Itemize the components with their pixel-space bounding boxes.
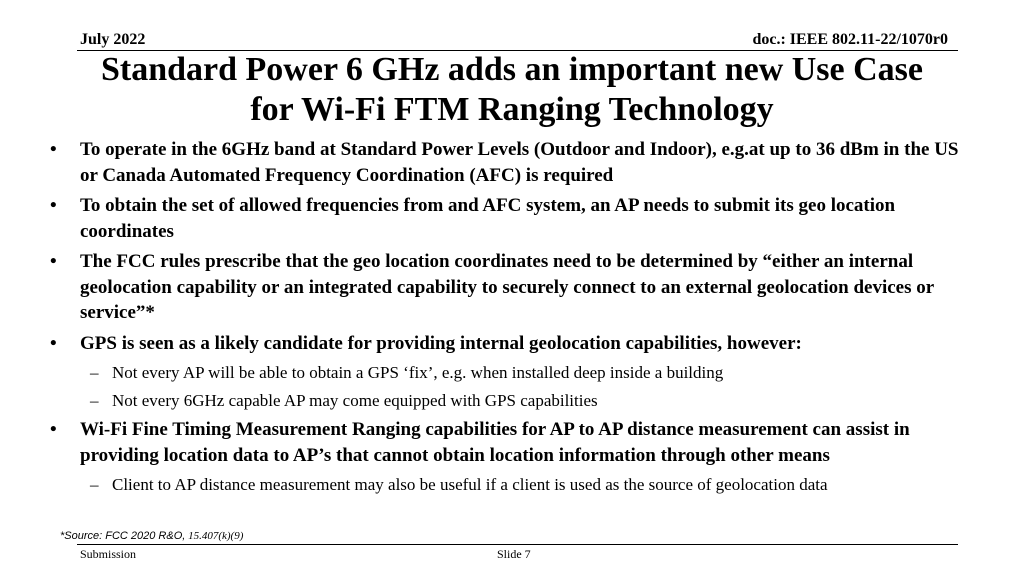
bullet-dot-icon: • <box>50 139 57 160</box>
bullet-2-text: To obtain the set of allowed frequencies from and AFC system, an AP needs to submit its geo location coordinates <box>80 195 896 242</box>
sub-bullet-4-2-text: Not every 6GHz capable AP may come equipped with GPS capabilities <box>112 391 598 410</box>
bullet-2 <box>44 193 974 244</box>
slide-body <box>44 137 974 501</box>
footnote-ref: 15.407(k)(9) <box>185 530 244 542</box>
bullet-5-text: Wi-Fi Fine Timing Measurement Ranging capabilities for AP to AP distance measurement can assist in providing location data to AP’s that cannot obtain location information through other means <box>80 419 910 466</box>
bullet-1-text: To operate in the 6GHz band at Standard Power Levels (Outdoor and Indoor), e.g.at up to 36 dBm in the US or Canada Automated Frequency Coordination (AFC) is required <box>80 139 959 186</box>
slide-title <box>60 50 964 130</box>
bullet-dot-icon: • <box>50 251 57 272</box>
title-line-2: for Wi-Fi FTM Ranging Technology <box>250 91 774 128</box>
sub-bullet-5-1 <box>44 473 974 496</box>
bullet-dot-icon: • <box>50 332 57 354</box>
slide-number: Slide 7 <box>497 547 531 561</box>
sub-bullet-4-2 <box>44 389 974 412</box>
header-date: July 2022 <box>80 31 146 48</box>
bullet-5 <box>44 417 974 468</box>
bullet-dot-icon: • <box>50 195 57 216</box>
bullet-1 <box>44 137 974 188</box>
bullet-4 <box>44 331 974 357</box>
bullet-dot-icon: • <box>50 419 57 440</box>
bullet-4-text: GPS is seen as a likely candidate for providing internal geolocation capabilities, however: <box>80 332 802 354</box>
bullet-3 <box>44 249 974 326</box>
bullet-3-text: The FCC rules prescribe that the geo location coordinates need to be determined by “either an internal geolocation capability or an integrated capability to securely connect to an external geolocation devices or service”* <box>80 251 934 323</box>
sub-bullet-4-1 <box>44 361 974 384</box>
footnote <box>60 530 243 542</box>
dash-icon: – <box>90 391 99 410</box>
header-doc-id: doc.: IEEE 802.11-22/1070r0 <box>752 31 948 48</box>
sub-bullet-5-1-text: Client to AP distance measurement may also be useful if a client is used as the source of geolocation data <box>112 475 828 494</box>
footer-submission: Submission <box>80 547 137 561</box>
footer-rule <box>77 544 958 545</box>
sub-bullet-4-1-text: Not every AP will be able to obtain a GPS ‘fix’, e.g. when installed deep inside a building <box>112 363 724 382</box>
dash-icon: – <box>90 475 99 494</box>
footnote-source: *Source: FCC 2020 R&O, <box>60 530 186 542</box>
dash-icon: – <box>90 363 99 382</box>
title-line-1: Standard Power 6 GHz adds an important new Use Case <box>100 51 923 88</box>
